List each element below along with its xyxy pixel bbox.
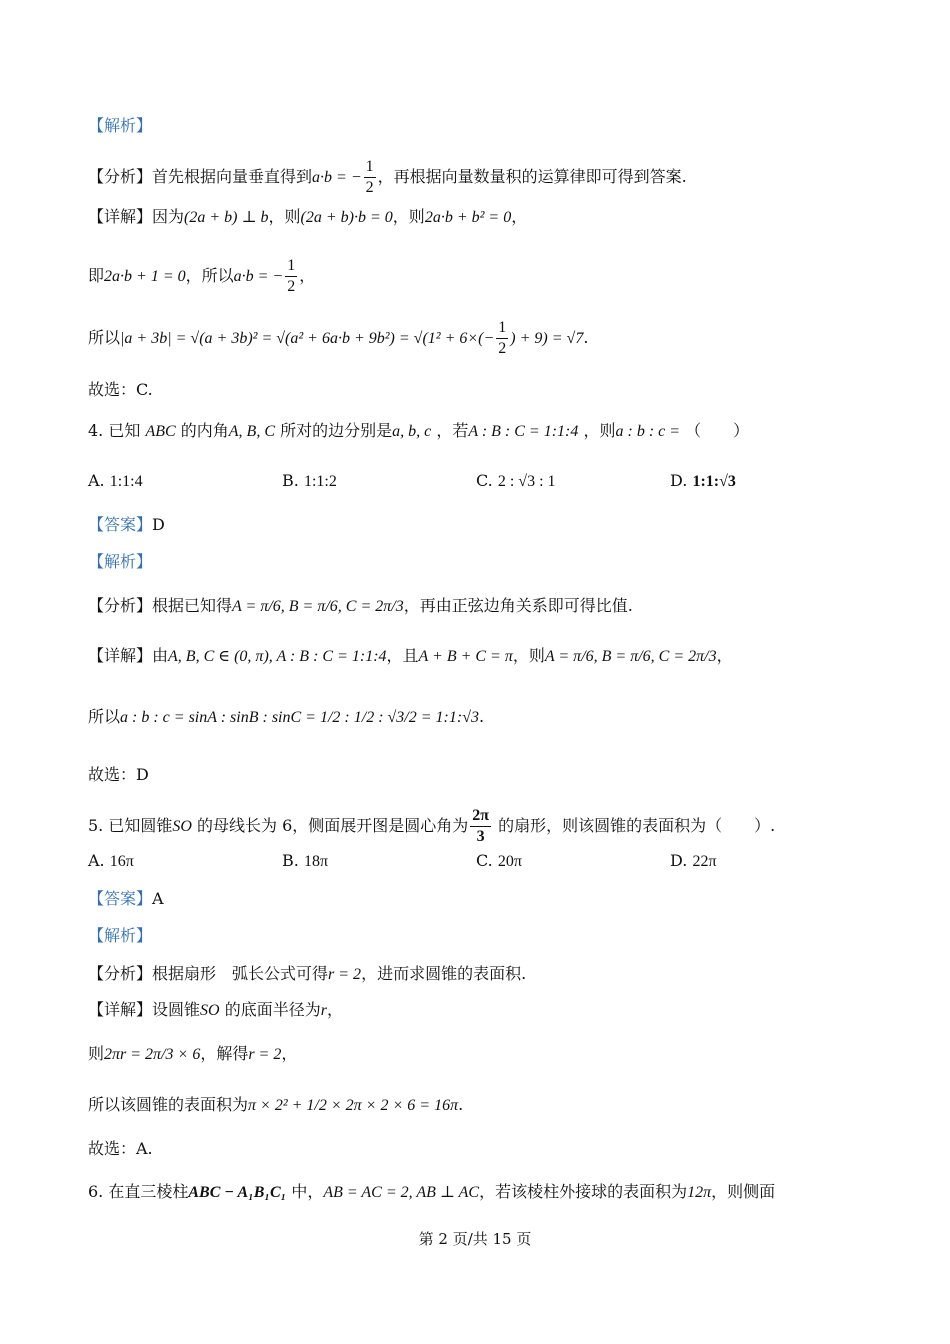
math: SO	[172, 818, 192, 835]
text: 所以该圆锥的表面积为	[88, 1095, 249, 1114]
fenxi-label: 【分析】	[88, 596, 153, 615]
option-label: C.	[476, 471, 493, 490]
text: 因为	[152, 207, 185, 226]
fenxi-label: 【分析】	[88, 964, 153, 983]
text: ，	[511, 207, 528, 226]
q3-detail-line3	[88, 318, 588, 359]
denominator: 2	[287, 278, 296, 295]
option-label: B.	[282, 471, 299, 490]
text: 4. 已知	[88, 421, 141, 440]
q4-option-a	[88, 469, 143, 494]
denominator: 2	[498, 340, 507, 357]
math: r = 2	[328, 966, 362, 983]
text: 故选：D	[88, 765, 149, 784]
math: (2a + b) ⊥ b	[184, 209, 269, 226]
q5-detail-line2	[88, 1042, 297, 1067]
math: ABC − A₁B₁C₁	[188, 1184, 287, 1201]
option-label: D.	[670, 851, 688, 870]
q5-option-c	[476, 849, 522, 874]
text: 所以	[88, 328, 121, 347]
q5-jiexi-heading	[88, 924, 152, 948]
q4-analysis	[88, 594, 633, 619]
text: 的扇形，则该圆锥的表面积为（ ）.	[498, 816, 776, 835]
jiexi-label: 【解析】	[88, 552, 153, 571]
q4-detail-line1	[88, 644, 733, 669]
text: 设圆锥	[152, 1000, 201, 1019]
text: ，	[281, 1044, 298, 1063]
q4-jiexi-heading	[88, 550, 152, 574]
text: ，则	[392, 207, 425, 226]
math: π × 2² + 1/2 × 2π × 2 × 6 = 16π	[248, 1097, 459, 1114]
q3-answer-choice	[88, 378, 153, 402]
fraction	[470, 806, 491, 847]
text: ，且	[386, 646, 419, 665]
math: r = 2	[248, 1046, 282, 1063]
math: 2πr = 2π/3 × 6	[104, 1046, 201, 1063]
text: 首先根据向量垂直得到	[152, 167, 313, 186]
option-value: 22π	[692, 853, 717, 870]
text: 的底面半径为	[224, 1000, 321, 1019]
numerator: 1	[496, 318, 508, 339]
option-label: C.	[476, 851, 493, 870]
text: ，进而求圆锥的表面积.	[361, 964, 527, 983]
option-value: 1:1:4	[109, 473, 143, 490]
fraction	[496, 318, 508, 359]
q5-detail-line3	[88, 1093, 463, 1118]
fraction	[364, 157, 376, 198]
answer-value: A	[152, 889, 164, 908]
q4-option-b	[282, 469, 337, 494]
math: a : b : c =	[615, 423, 681, 440]
math: |a + 3b| = √(a + 3b)² = √(a² + 6a·b + 9b²) = √(1² + 6×(−	[120, 330, 495, 347]
fenxi-label: 【分析】	[88, 167, 153, 186]
text: 6. 在直三棱柱	[88, 1182, 189, 1201]
text: 根据已知得	[152, 596, 233, 615]
math: (2a + b)·b = 0	[300, 209, 393, 226]
math: r	[320, 1002, 327, 1019]
option-value: 16π	[109, 853, 134, 870]
answer-value: D	[152, 515, 165, 534]
jiexi-label: 【解析】	[88, 116, 153, 135]
fraction	[285, 256, 297, 297]
q3-analysis-line	[88, 157, 687, 198]
option-label: D.	[670, 471, 688, 490]
option-value: 1:1:2	[303, 473, 337, 490]
text: .	[458, 1095, 464, 1114]
q3-jiexi-heading	[88, 114, 152, 138]
q5-option-a	[88, 849, 134, 874]
math: 2a·b + b² = 0	[424, 209, 512, 226]
text: ，解得	[200, 1044, 249, 1063]
text: 故选：C.	[88, 380, 153, 399]
q3-detail-line1	[88, 205, 527, 230]
q4-detail-line2	[88, 705, 484, 730]
option-label: B.	[282, 851, 299, 870]
xiangjie-label: 【详解】	[88, 646, 153, 665]
math: A = π/6, B = π/6, C = 2π/3	[232, 598, 404, 615]
q4-option-c	[476, 469, 556, 494]
denominator: 2	[365, 179, 374, 196]
text: ，若该棱柱外接球的表面积为	[479, 1182, 688, 1201]
math: a·b = −	[312, 169, 362, 186]
q5-option-d	[670, 849, 717, 874]
text: （ ）	[685, 421, 750, 440]
q5-detail-line1	[88, 998, 343, 1023]
math: A = π/6, B = π/6, C = 2π/3	[544, 648, 717, 665]
math: a·b = −	[233, 268, 284, 285]
text: 根据扇形 弧长公式可得	[152, 964, 329, 983]
q4-stem	[88, 419, 749, 444]
numerator: 1	[285, 256, 297, 277]
numerator: 2π	[470, 806, 491, 827]
text: ，则	[268, 207, 301, 226]
daan-label: 【答案】	[88, 889, 153, 908]
text: 5. 已知圆锥	[88, 816, 173, 835]
text: ，	[326, 1000, 343, 1019]
text: ，	[716, 646, 733, 665]
xiangjie-label: 【详解】	[88, 207, 153, 226]
q4-answer	[88, 513, 165, 537]
numerator: 1	[364, 157, 376, 178]
text: 的母线长为 6，侧面展开图是圆心角为	[197, 816, 469, 835]
math: AB = AC = 2, AB ⊥ AC	[323, 1184, 480, 1201]
q5-answer	[88, 887, 164, 911]
q6-stem	[88, 1180, 775, 1205]
text: 故选：A.	[88, 1139, 153, 1158]
text: 中，	[291, 1182, 324, 1201]
text: ，再根据向量数量积的运算律即可得到答案.	[377, 167, 687, 186]
option-label: A.	[88, 851, 105, 870]
option-value: 2 : √3 : 1	[497, 473, 556, 490]
option-value: 1:1:√3	[692, 473, 736, 490]
math: ABC	[145, 423, 176, 440]
text: 由	[152, 646, 169, 665]
math: SO	[200, 1002, 220, 1019]
math: ) + 9) = √7	[510, 330, 584, 347]
math: A, B, C	[228, 423, 275, 440]
math: A, B, C ∈ (0, π), A : B : C = 1:1:4	[168, 648, 387, 665]
text: 所以	[88, 707, 121, 726]
math: a : b : c = sinA : sinB : sinC = 1/2 : 1/2 : √3/2 = 1:1:√3	[120, 709, 479, 726]
text: ，则	[512, 646, 545, 665]
text: 所对的边分别是	[280, 421, 393, 440]
q3-detail-line2	[88, 256, 315, 297]
text: ，再由正弦边角关系即可得比值.	[403, 596, 633, 615]
option-label: A.	[88, 471, 105, 490]
math: 12π	[687, 1184, 712, 1201]
math: A : B : C = 1:1:4	[468, 423, 579, 440]
jiexi-label: 【解析】	[88, 926, 153, 945]
q5-stem	[88, 806, 775, 847]
denominator: 3	[476, 828, 485, 845]
q5-option-b	[282, 849, 328, 874]
q4-answer-choice	[88, 763, 149, 787]
text: ，则	[583, 421, 616, 440]
text: .	[583, 328, 589, 347]
text: ，则侧面	[711, 1182, 776, 1201]
text: .	[478, 707, 485, 726]
q4-option-d	[670, 469, 736, 494]
text: 则	[88, 1044, 105, 1063]
q5-answer-choice	[88, 1137, 153, 1161]
text: ，所以	[185, 266, 234, 285]
xiangjie-label: 【详解】	[88, 1000, 153, 1019]
math: A + B + C = π	[418, 648, 513, 665]
option-value: 20π	[497, 853, 522, 870]
q5-analysis	[88, 962, 526, 987]
math: a, b, c	[392, 423, 432, 440]
text: 的内角	[180, 421, 229, 440]
text: 即	[88, 266, 105, 285]
daan-label: 【答案】	[88, 515, 153, 534]
text: ，	[299, 266, 316, 285]
math: 2a·b + 1 = 0	[104, 268, 186, 285]
text: ，若	[436, 421, 469, 440]
option-value: 18π	[303, 853, 329, 870]
page-footer: 第 2 页/共 15 页	[418, 1230, 532, 1248]
